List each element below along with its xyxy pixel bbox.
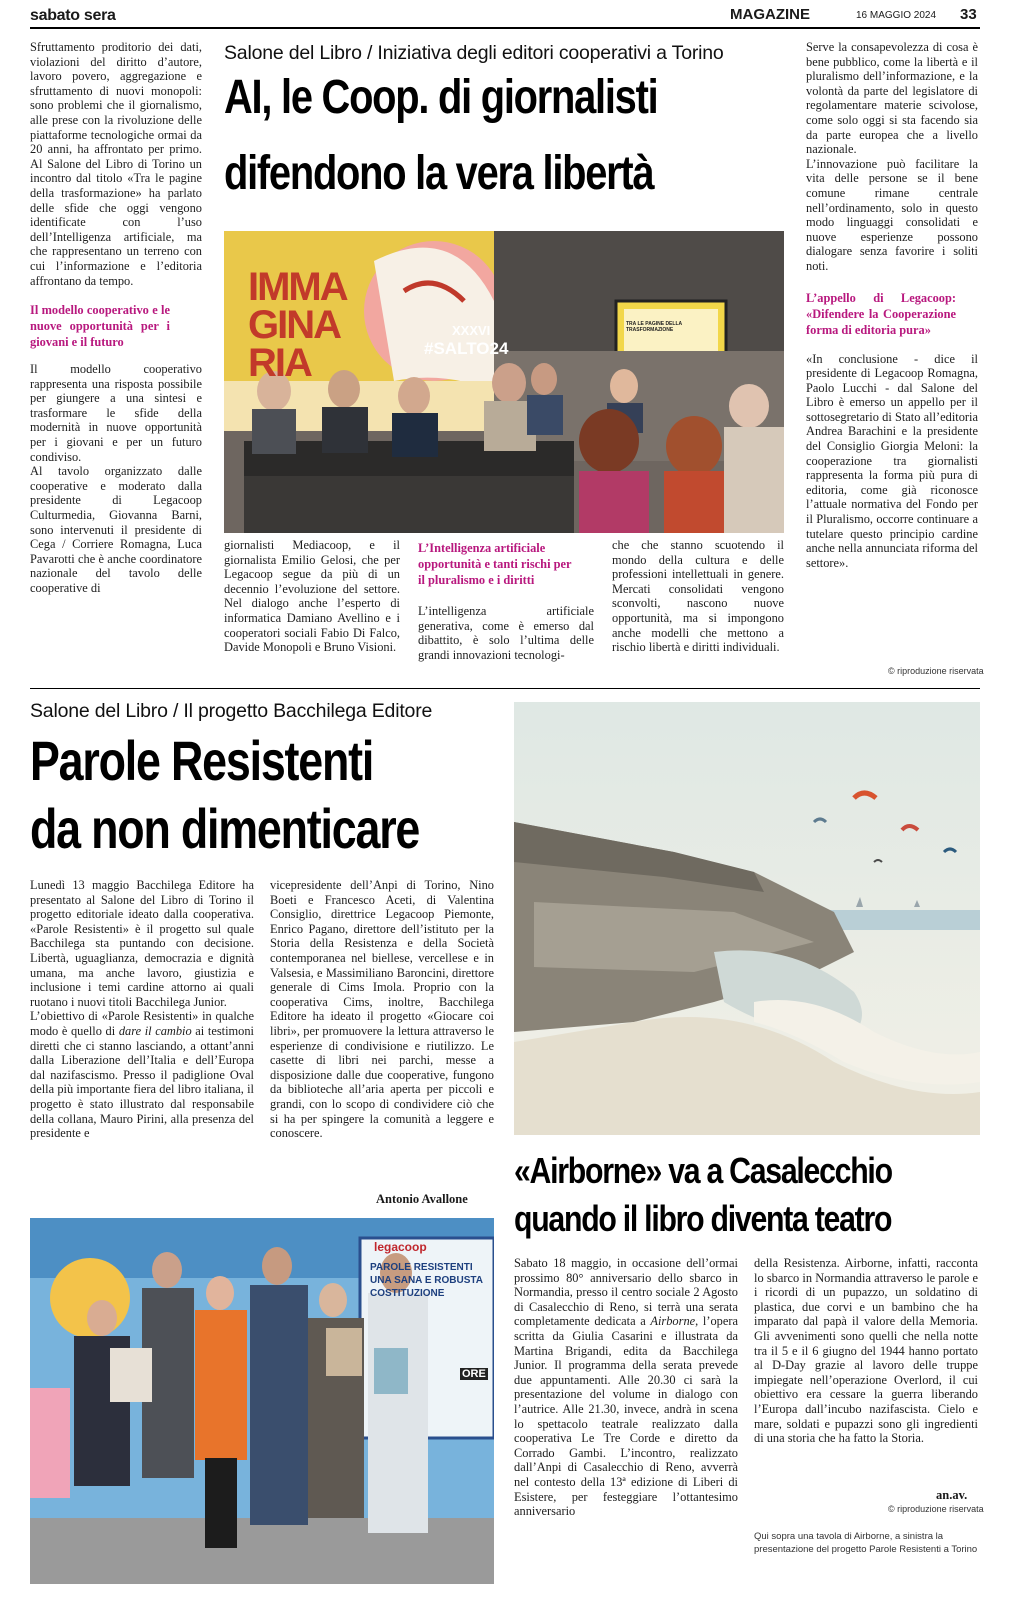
photo-banner-text: XXXVI [452, 323, 491, 338]
article3-signature: an.av. [936, 1488, 968, 1502]
article3-paragraph: della Resistenza. Airborne, infatti, racconta lo sbarco in Normandia attraverso le parole e i ricordi di un pupazzo, un soldatino di plastica, due corvi e un bambino che ha imparato dal papà il valore della Memoria. Gli avvenimenti sono quelli che nella notte tra il 5 e il 6 giugno del 1944 hanno portato al D-Day grazie al lavoro delle truppe impiegate nell’operazione Overlord, il cui obiettivo era cessare la guerra liberando l’Europa dall’incubo nazifascista. Cielo e mare, soldati e pupazzi sono gli ingredienti di una storia che ha fatto la Storia. [754, 1256, 978, 1446]
article2-author: Antonio Avallone [376, 1192, 468, 1206]
article1-subheading: L’Intelligenza artificiale opportunità e tanti rischi per il pluralismo e i diritti [418, 541, 572, 587]
article1-col2 [224, 538, 400, 655]
article1-paragraph: «In conclusione - dice il presidente di Legacoop Romagna, Paolo Lucchi - dal Salone del Libro è emerso un appello per il sottosegretario di Stato all’editoria Andrea Barachini e la presidente del Consiglio Giorgia Meloni: la cooperazione tra giornalisti rappresenta la forma più pura di editoria, come già riconosce l’attuale normativa del Fondo per il Pluralismo, occorre continuare a tutelare questo principio cardine anche nella annunciata riforma del settore». [806, 351, 978, 570]
article3-paragraph [514, 1256, 738, 1519]
airborne-illustration [514, 702, 980, 1135]
masthead-brand: sabato sera [30, 7, 116, 24]
normandy-beach-illustration [514, 702, 980, 1135]
article1-paragraph: Il modello cooperativo rappresenta una risposta possibile per giungere a una sintesi e trasformare le sfide della modernità in nuove opportunità per i giovani e per un futuro condiviso. [30, 362, 202, 464]
photo-panel-text: PAROLE RESISTENTI [370, 1262, 473, 1273]
article1-paragraph: L’innovazione può facilitare la vita delle persone se il bene comune rimane centrale nell’ordinamento, solo in questo modo linguaggi consolidati e nuove esperienze possono dialogare senza favorire i soliti noti. [806, 156, 978, 273]
photo-banner-text: RIA [248, 341, 311, 385]
article2-col2 [270, 878, 494, 1141]
photo-banner-text: IMMA [248, 265, 347, 309]
article1-headline-line1: AI, le Coop. di giornalisti [224, 71, 658, 124]
article2-headline-line2: da non dimenticare [30, 797, 420, 860]
article3-headline-line1: «Airborne» va a Casalecchio [514, 1150, 892, 1191]
article3-text: Sabato 18 maggio, in occasione dell’ormai prossimo 80° anniversario dello sbarco in Normandia, presso il centro sociale 2 Agosto di Casalecchio di Reno, si terrà una serata completamente dedicata a [514, 1256, 738, 1329]
article1-photo [224, 231, 784, 533]
article1-subheading: L’appello di Legacoop: «Difendere la Cooperazione forma di editoria pura» [806, 290, 956, 337]
article2-headline-line1: Parole Resistenti [30, 729, 374, 792]
page-number: 33 [960, 6, 977, 23]
article1-paragraph: che che stanno scuotendo il mondo della cultura e delle professioni intellettuali in genere. Mercati consolidati vengono sconvolti, nascono nuove opportunità, ma si impongono anche modelli che mettono a rischio libertà e diritti individuali. [612, 538, 784, 655]
masthead-rule [30, 27, 980, 29]
article1-paragraph: giornalisti Mediacoop, e il giornalista Emilio Gelosi, che per Legacoop segue da più di un decennio l’evoluzione del settore. Nel dialogo anche l’esperto di informatica Damiano Avellino e i cooperatori sociali Fabio Di Falco, Davide Monopoli e Bruno Visioni. [224, 538, 400, 655]
article1-col4 [612, 538, 784, 655]
photo-stand-logo: legacoop [374, 1240, 427, 1254]
article3-text: , l’opera scritta da Giulia Casarini e illustrata da Martina Brigandi, edita da Bacchilega Junior. Il programma della serata prevede due appuntamenti. Alle 20.30 ci sarà la presentazione del volume in dialogo con l’autrice. Alle 21.30, invece, andrà in scena lo spettacolo teatrale realizzato dalla cooperativa Le Tre Corde e diretto da Corrado Gambi. L’incontro, realizzato dall’Anpi di Casalecchio di Reno, avverrà nel contesto della 13ª edizione di Liberi di Esistere, per festeggiare l’ottantesimo anniversario [514, 1314, 738, 1519]
photo-panel-text: UNA SANA E ROBUSTA [370, 1275, 483, 1286]
article1-headline-line2: difendono la vera libertà [224, 147, 654, 200]
article3-col1 [514, 1256, 738, 1519]
photo-banner-text: GINA [248, 303, 340, 347]
masthead-date: 16 MAGGIO 2024 [856, 10, 937, 21]
article2-photo [30, 1218, 494, 1584]
article1-kicker: Salone del Libro / Iniziativa degli editori cooperativi a Torino [224, 42, 724, 64]
photo-sign-text: ORE [462, 1368, 486, 1380]
article2-text: L’obiettivo di «Parole Resistenti» in qualche modo è quello di [30, 1009, 254, 1038]
photo-banner-text: #SALTO24 [424, 339, 509, 358]
article2-text: ai testimoni diretti che ci stanno lasciando, a ottant’anni dalla Liberazione dell’Italia e dell’Europa dal nazifascismo. Presso il padiglione Oval della più importante fiera del libro italiana, il progetto è stato illustrato dal responsabile della collana, Mauro Pirini, alla presenza del presidente e [30, 1023, 254, 1141]
article2-emphasis: dare il cambio [118, 1023, 192, 1038]
article3-headline-line2: quando il libro diventa teatro [514, 1198, 892, 1239]
article1-rights: © riproduzione riservata [888, 666, 984, 676]
article1-subheading: Il modello cooperativo e le nuove opportunità per i giovani e il futuro [30, 303, 170, 350]
article2-paragraph [30, 1009, 254, 1140]
article1-col3 [418, 540, 594, 662]
article2-paragraph: vicepresidente dell’Anpi di Torino, Nino Boeti e Francesco Aceti, di Valentina Consiglio, direttrice Legacoop Piemonte, Enrico Pagano, direttore dell’istituto per la Storia della Resistenza e della Società contemporanea nel biellese, vercellese e in Valsesia, e Massimiliano Baroncini, direttore generale di Cims Imola. Proprio con la cooperativa Cims, inoltre, Bacchilega Editore ha ideato il progetto «Giocare coi libri», per promuovere la lettura attraverso le esperienze di condivisione e riutilizzo. Le casette di libri nei parchi, messe a disposizione dalle due cooperative, fungono da biblioteche all’aria aperta per piccoli e grandi, con lo scopo di condividere ciò che si ha per spingere la comunità a leggere e conoscere. [270, 878, 494, 1141]
article1-paragraph: Al tavolo organizzato dalle cooperative e moderato dalla presidente di Legacoop Culturmedia, Giovanna Barni, sono intervenuti il presidente di Cega / Corriere Romagna, Luca Pavarotti che è anche coordinatore nazionale del tavolo delle cooperative di [30, 464, 202, 595]
photo-screen-text: TRA LE PAGINE DELLA TRASFORMAZIONE [626, 321, 682, 333]
masthead [30, 6, 980, 28]
photo-caption: Qui sopra una tavola di Airborne, a sinistra la presentazione del progetto Parole Resistenti a Torino [754, 1531, 978, 1555]
article3-emphasis: Airborne [650, 1314, 696, 1329]
section-divider [30, 688, 980, 689]
article1-col1 [30, 40, 202, 596]
article2-paragraph: Lunedì 13 maggio Bacchilega Editore ha presentato al Salone del Libro di Torino il progetto editoriale ideato dalla cooperativa. «Parole Resistenti» è il progetto sul quale Bacchilega sta puntando con decisione. Libertà, uguaglianza, democrazia e dignità umana, ma anche lavoro, giustizia e inclusione i temi cardine attorno ai quali ruotano i nuovi titoli Bacchilega Junior. [30, 878, 254, 1009]
masthead-section: MAGAZINE [730, 6, 810, 23]
article1-paragraph: Serve la consapevolezza di cosa è bene pubblico, come la libertà e il pluralismo dell’informazione, e la volontà da parte del legislatore di regolamentare materie scivolose, come solo oggi si sta facendo sia da parte europea che a livello nazionale. [806, 40, 978, 157]
article2-kicker: Salone del Libro / Il progetto Bacchilega Editore [30, 700, 433, 722]
article3-col2 [754, 1256, 978, 1446]
article2-col1 [30, 878, 254, 1141]
article1-paragraph: L’intelligenza artificiale generativa, come è emerso dal dibattito, è solo l’ultima delle grandi innovazioni tecnologi- [418, 604, 594, 662]
photo-panel-text: COSTITUZIONE [370, 1288, 445, 1299]
article1-paragraph: Sfruttamento proditorio dei dati, violazioni del diritto d’autore, lavoro povero, aggregazione e sfruttamento di nuovi monopoli: sono problemi che il giornalismo, alle prese con la rivoluzione delle piattaforme tecnologiche ormai da 20 anni, ha affrontato per primo. Al Salone del Libro di Torino un incontro dal titolo «Tra le pagine della trasformazione» ha parlato delle sfide che oggi vengono identificate con l’uso dell’Intelligenza artificiale, ma che rappresentano un terreno con cui l’informazione e l’editoria affrontano da tempo. [30, 40, 202, 288]
article1-col5 [806, 40, 978, 570]
article3-rights: © riproduzione riservata [888, 1504, 984, 1514]
